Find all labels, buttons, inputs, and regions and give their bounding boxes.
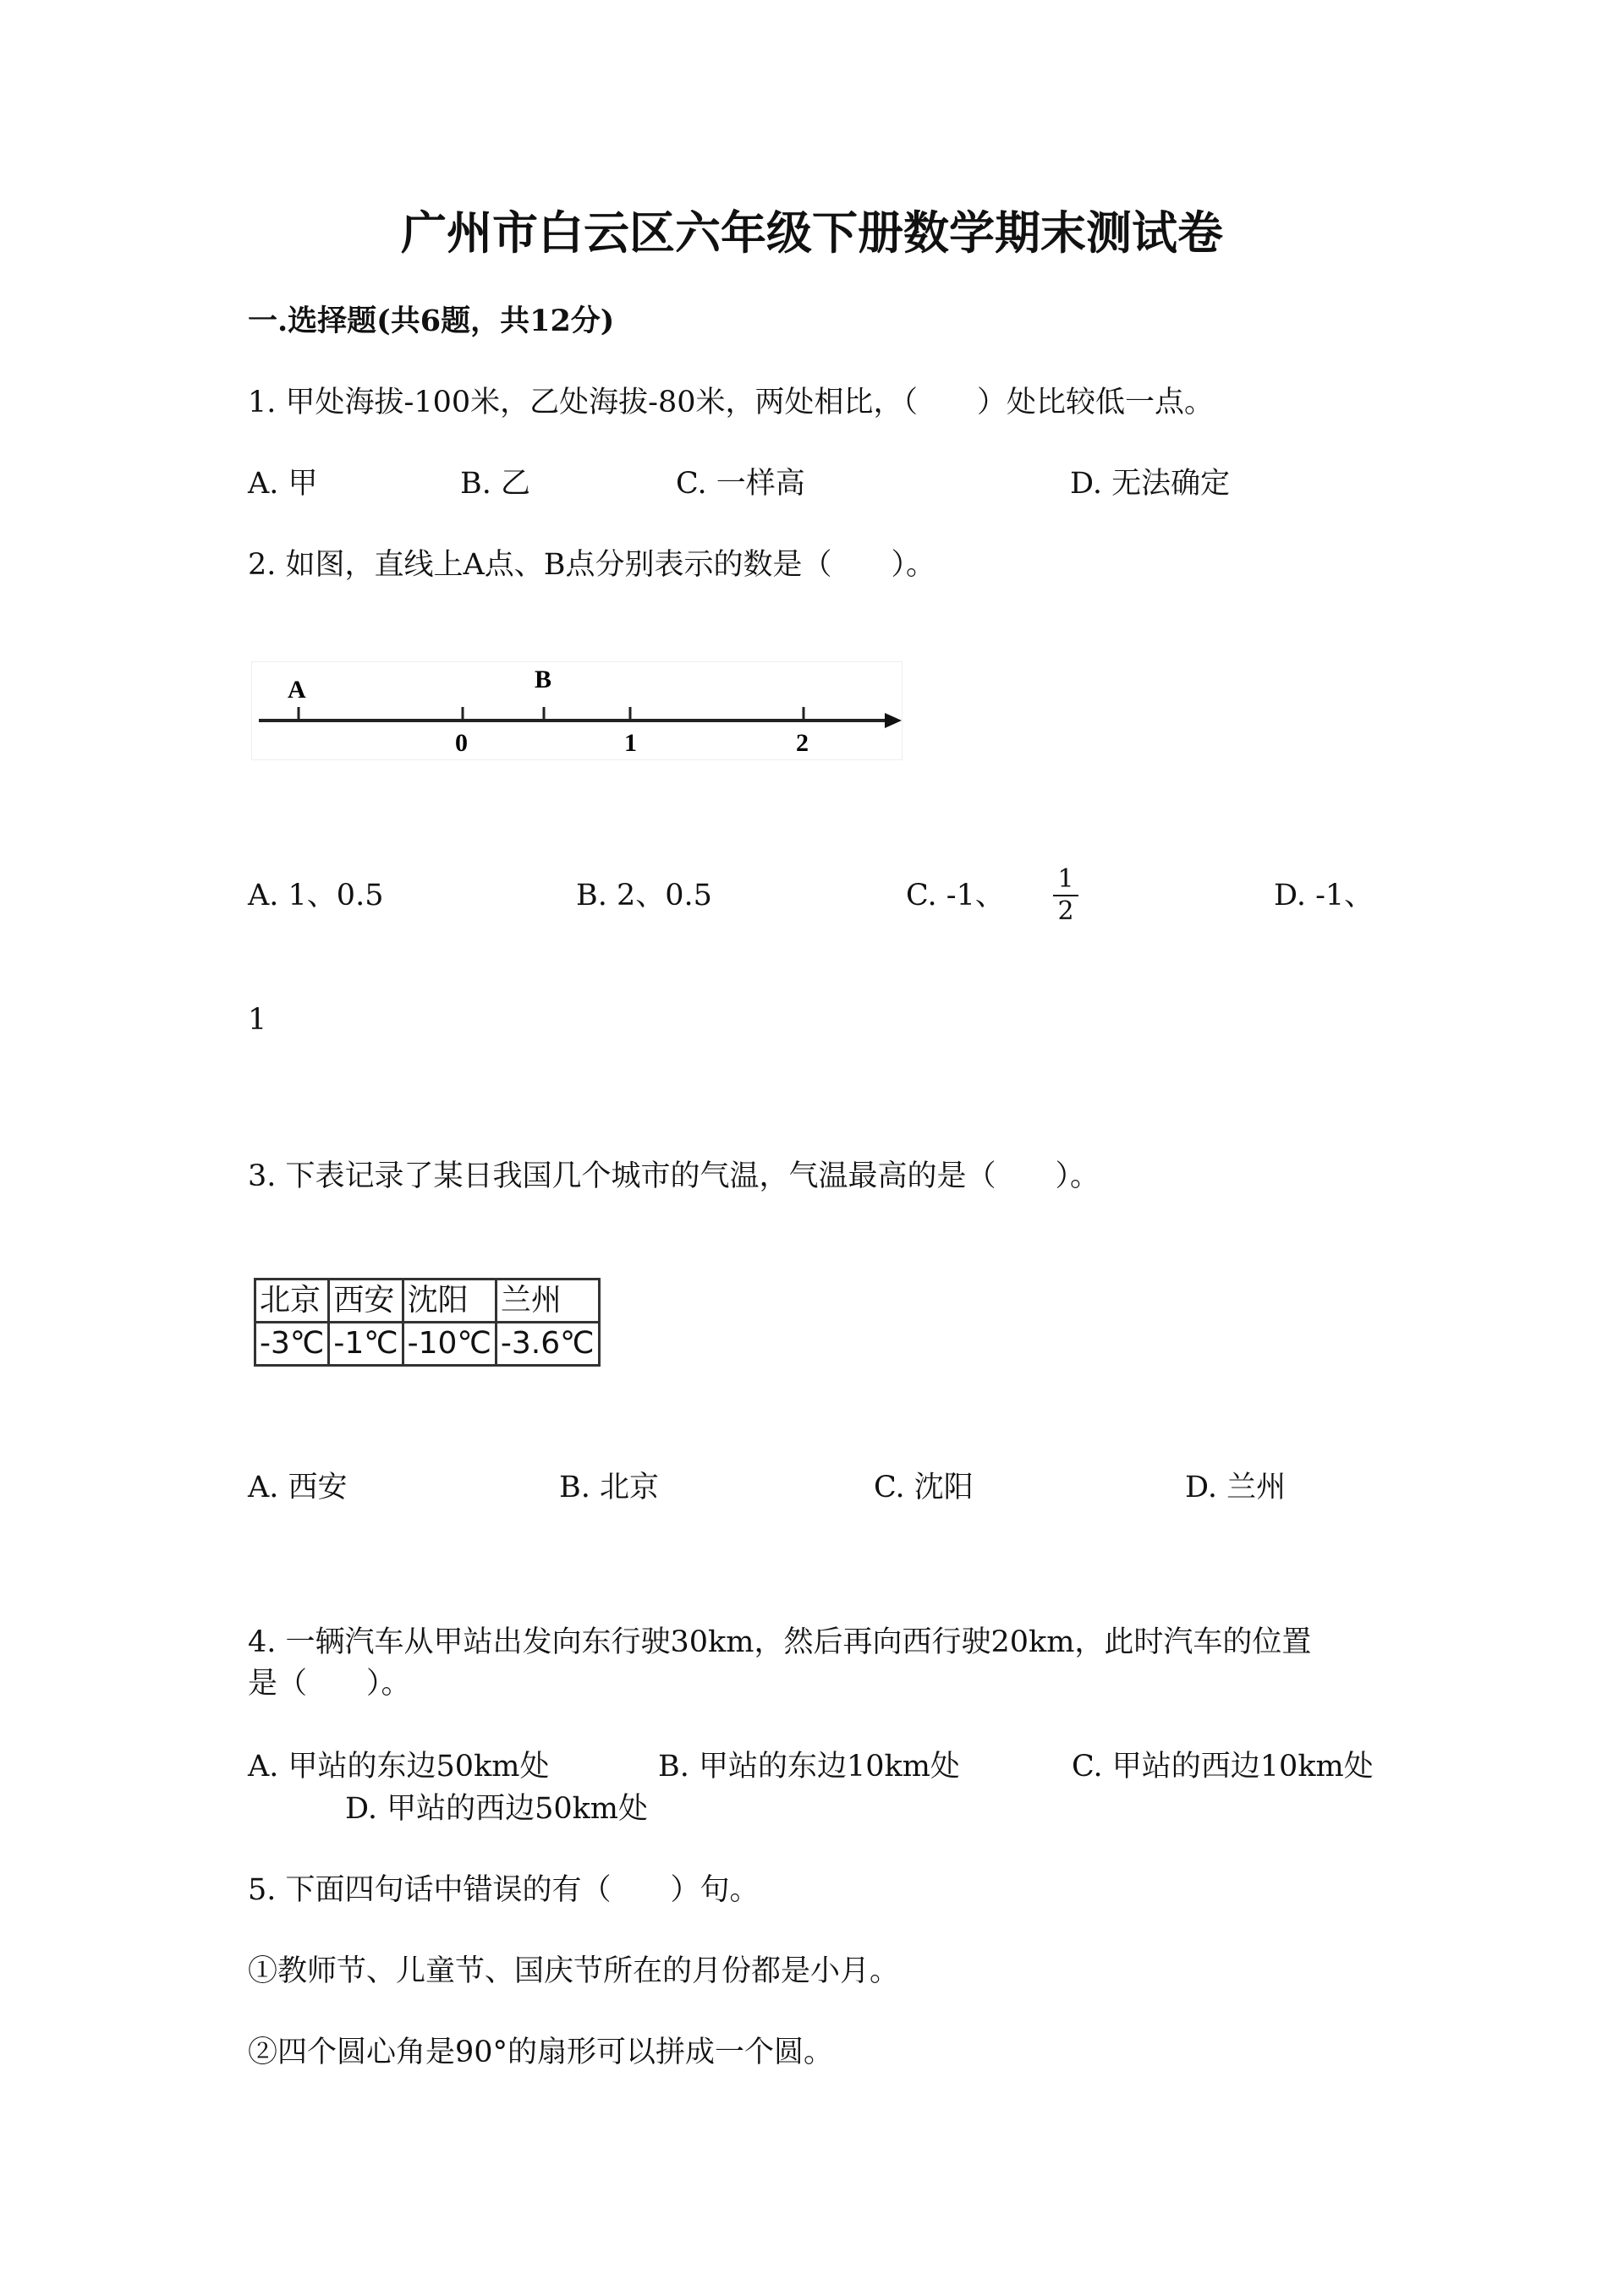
q4-option-d: D. 甲站的西边50km处 (345, 1792, 648, 1826)
number-line (252, 662, 902, 759)
table-cell: -3℃ (255, 1323, 329, 1366)
q2-option-d: D. -1、 (1274, 879, 1374, 912)
tick-label: 1 (624, 729, 637, 757)
fraction-numerator: 1 (1057, 864, 1074, 894)
q1-option-b: B. 乙 (460, 467, 530, 501)
question-5: 5. 下面四句话中错误的有（ ）句。 (248, 1873, 760, 1907)
point-a-label: A (288, 676, 306, 704)
q4-option-b: B. 甲站的东边10km处 (658, 1750, 960, 1784)
table-row (255, 1280, 600, 1323)
q2-option-a: A. 1、0.5 (248, 879, 384, 912)
q4-option-c: C. 甲站的西边10km处 (1072, 1750, 1374, 1784)
table-cell: -3.6℃ (496, 1323, 599, 1366)
question-4-line2: 是（ ）。 (248, 1667, 411, 1701)
table-cell: -10℃ (403, 1323, 496, 1366)
table-cell: 北京 (255, 1280, 329, 1323)
q3-option-c: C. 沈阳 (874, 1471, 974, 1504)
table-row (255, 1323, 600, 1366)
tick-label: 2 (796, 729, 809, 757)
q2-option-c: C. -1、 (906, 879, 1005, 912)
q2-option-d-continued: 1 (248, 1003, 267, 1037)
q4-option-a: A. 甲站的东边50km处 (248, 1750, 550, 1784)
arrow-head-icon (885, 713, 902, 728)
temperature-table (254, 1278, 601, 1367)
q1-option-c: C. 一样高 (676, 467, 805, 501)
question-2: 2. 如图，直线上A点、B点分别表示的数是（ ）。 (248, 548, 936, 582)
page-title: 广州市白云区六年级下册数学期末测试卷 (401, 205, 1223, 260)
q2-option-b: B. 2、0.5 (576, 879, 712, 912)
point-b-label: B (535, 666, 552, 693)
fraction-one-half (1053, 864, 1078, 927)
table-cell: 兰州 (496, 1280, 599, 1323)
q1-option-d: D. 无法确定 (1070, 467, 1231, 501)
q3-option-d: D. 兰州 (1185, 1471, 1287, 1504)
tick-label: 0 (455, 729, 468, 757)
q5-statement-2: ②四个圆心角是90°的扇形可以拼成一个圆。 (248, 2036, 834, 2069)
question-1: 1. 甲处海拔-100米，乙处海拔-80米，两处相比，（ ）处比较低一点。 (248, 386, 1215, 419)
table-cell: -1℃ (329, 1323, 403, 1366)
q3-option-b: B. 北京 (559, 1471, 659, 1504)
table-cell: 沈阳 (403, 1280, 496, 1323)
question-3: 3. 下表记录了某日我国几个城市的气温，气温最高的是（ ）。 (248, 1159, 1100, 1193)
q1-option-a: A. 甲 (248, 467, 318, 501)
section-heading: 一.选择题(共6题，共12分) (248, 304, 615, 338)
number-line-figure (251, 661, 903, 760)
question-4-line1: 4. 一辆汽车从甲站出发向东行驶30km，然后再向西行驶20km，此时汽车的位置 (248, 1625, 1312, 1659)
table-cell: 西安 (329, 1280, 403, 1323)
q5-statement-1: ①教师节、儿童节、国庆节所在的月份都是小月。 (248, 1954, 900, 1988)
fraction-denominator: 2 (1053, 895, 1078, 927)
q3-option-a: A. 西安 (248, 1471, 348, 1504)
